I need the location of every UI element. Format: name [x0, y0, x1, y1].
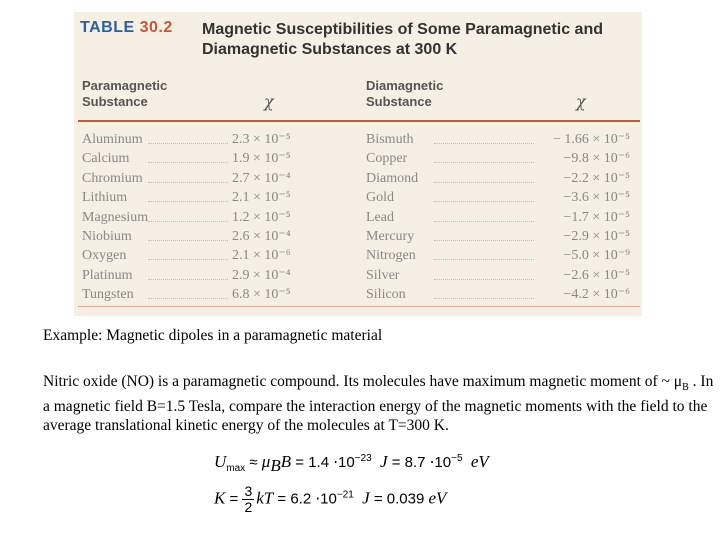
dia-substance: Gold [366, 190, 394, 206]
dia-substance: Diamond [366, 170, 419, 186]
table-row [74, 188, 642, 207]
para-chi-value: 2.3 × 10⁻⁵ [232, 132, 291, 147]
footer-rule [78, 306, 640, 307]
para-chi-value: 2.7 × 10⁻⁴ [232, 170, 291, 186]
dia-substance: Mercury [366, 228, 415, 244]
dia-substance: Lead [366, 209, 394, 225]
para-chi-header: χ [264, 92, 274, 111]
example-paragraph: Nitric oxide (NO) is a paramagnetic compound. Its molecules have maximum magnetic moment of ~ $\mu_B$ . In a magnetic field B=1.5 Tesla, compare the interaction energy of the magnetic moments with the field to the average translational kinetic energy of the molecules at T=300 K. [43, 373, 714, 435]
table-tag: TABLE 30.2 [80, 19, 173, 36]
para-substance: Calcium [82, 151, 130, 167]
para-substance: Lithium [82, 190, 128, 206]
dia-chi-value: − 1.66 × 10⁻⁵ [552, 132, 630, 147]
kinetic-energy-formula: K = $\frac{3}{2}$ kT = $6.2 \cdot 10^{-21}$ J = 0.039 eV [214, 483, 447, 515]
table-row [74, 266, 642, 285]
para-substance: Platinum [82, 267, 133, 283]
table-row [74, 169, 642, 188]
para-substance: Niobium [82, 228, 132, 244]
para-chi-value: 2.9 × 10⁻⁴ [232, 267, 291, 283]
dia-chi-value: −4.2 × 10⁻⁶ [563, 287, 630, 303]
para-chi-value: 1.9 × 10⁻⁵ [232, 151, 291, 167]
dia-column-header: Diamagnetic Substance [366, 78, 444, 109]
dia-substance: Silver [366, 267, 400, 283]
para-substance: Chromium [82, 170, 143, 186]
dia-chi-value: −1.7 × 10⁻⁵ [563, 209, 630, 225]
table-title: Magnetic Susceptibilities of Some Paramagnetic and Diamagnetic Substances at 300 K [202, 21, 603, 58]
dia-chi-value: −3.6 × 10⁻⁵ [563, 190, 630, 206]
para-substance: Aluminum [82, 132, 143, 147]
three-halves-fraction: $\frac{3}{2}$ [244, 483, 253, 515]
dia-chi-value: −2.6 × 10⁻⁵ [563, 267, 630, 283]
para-substance: Oxygen [82, 248, 127, 264]
dia-chi-value: −9.8 × 10⁻⁶ [563, 151, 630, 167]
table-row [74, 130, 642, 149]
dia-chi-value: −5.0 × 10⁻⁹ [563, 248, 630, 264]
table-row [74, 246, 642, 265]
header-rule [78, 120, 640, 122]
para-column-header: Paramagnetic Substance [82, 78, 168, 109]
susceptibility-table [74, 12, 642, 316]
para-chi-value: 1.2 × 10⁻⁵ [232, 209, 291, 225]
para-chi-value: 2.6 × 10⁻⁴ [232, 228, 291, 244]
table-row [74, 149, 642, 168]
dia-chi-header: χ [576, 92, 586, 111]
interaction-energy-formula: $U_{max} \approx \mu_BB = 1.4 \cdot 10^{-23}$ $J = 8.7 \cdot 10^{-5}$ eV [214, 452, 489, 475]
table-row [74, 285, 642, 304]
dia-substance: Silicon [366, 287, 406, 303]
table-body [74, 130, 642, 305]
para-chi-value: 2.1 × 10⁻⁶ [232, 248, 291, 264]
dia-chi-value: −2.2 × 10⁻⁵ [563, 170, 630, 186]
para-chi-value: 2.1 × 10⁻⁵ [232, 190, 291, 206]
para-chi-value: 6.8 × 10⁻⁵ [232, 287, 291, 303]
dia-chi-value: −2.9 × 10⁻⁵ [563, 228, 630, 244]
dia-substance: Nitrogen [366, 248, 416, 264]
dia-substance: Bismuth [366, 132, 414, 147]
example-heading: Example: Magnetic dipoles in a paramagnetic material [43, 327, 383, 344]
table-row [74, 227, 642, 246]
para-substance: Tungsten [82, 287, 134, 303]
table-row [74, 208, 642, 227]
dia-substance: Copper [366, 151, 408, 167]
para-substance: Magnesium [82, 209, 149, 225]
